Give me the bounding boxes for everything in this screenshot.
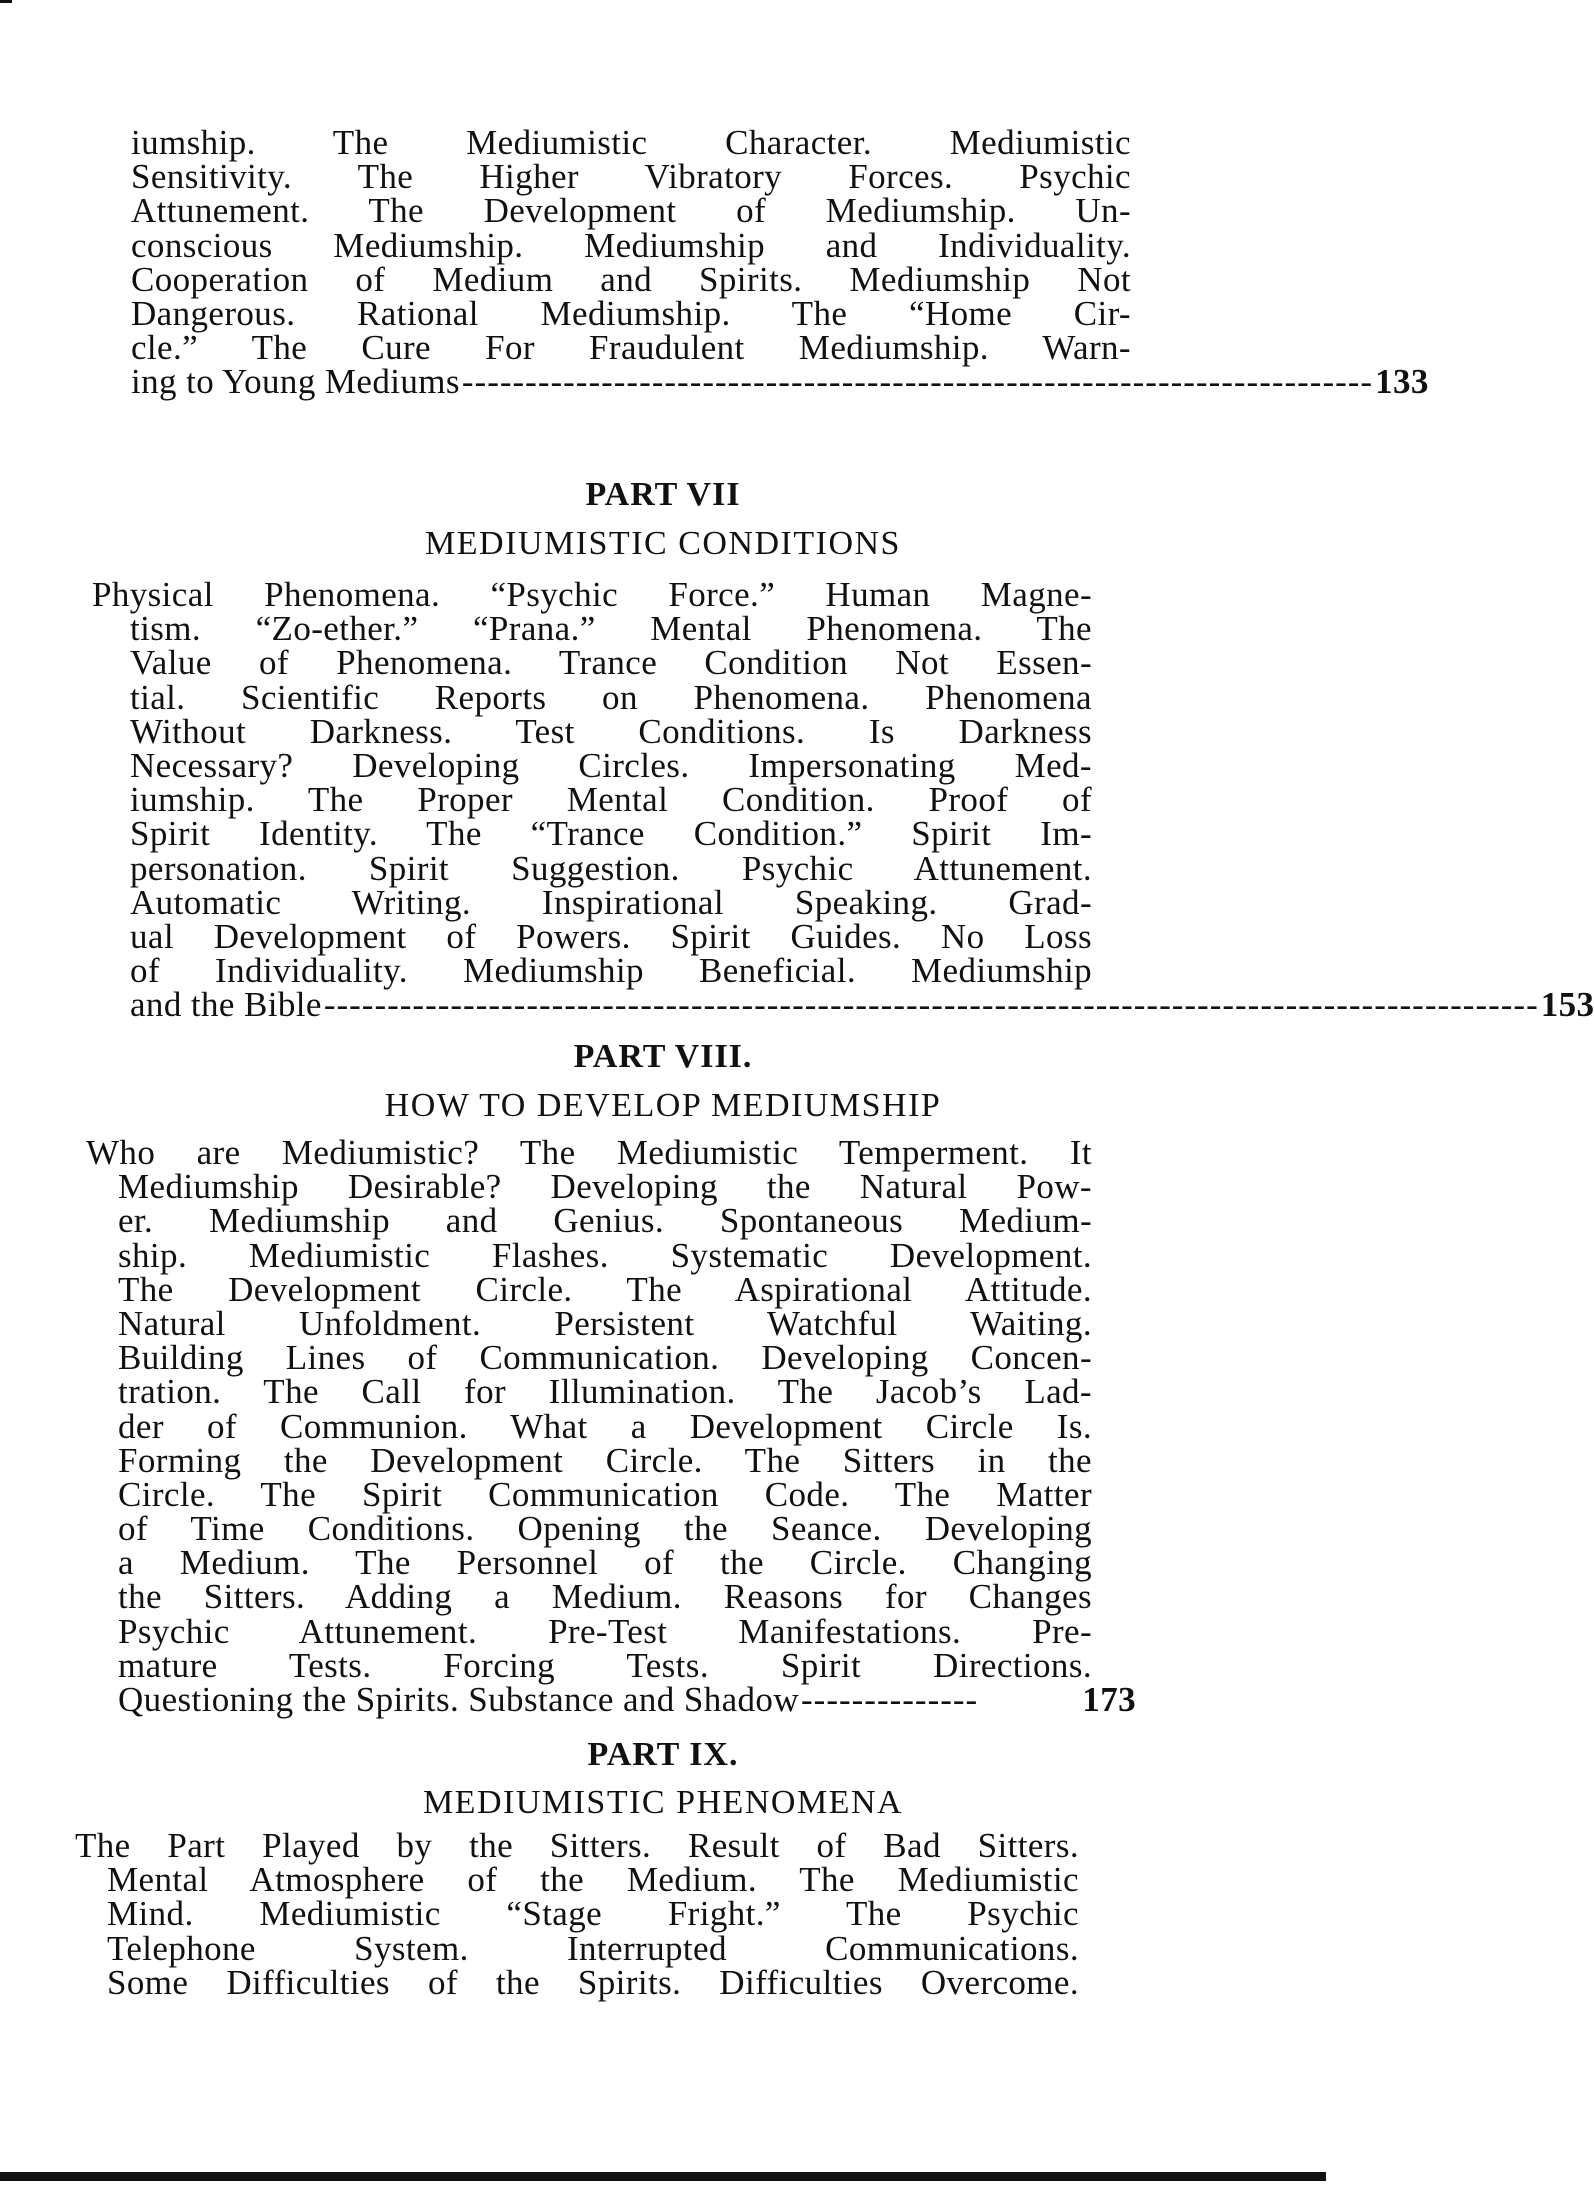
corner-mark [0,0,12,3]
part-label: PART VIII. [573,1038,753,1075]
part-label: PART IX. [587,1736,739,1773]
part-title: HOW TO DEVELOP MEDIUMSHIP [384,1087,942,1124]
toc-entry-line: Mind. Mediumistic “Stage Fright.” The Psychic [107,1894,1079,1934]
toc-entry-line: iumship. The Proper Mental Condition. Proof of [130,780,1092,820]
toc-entry-line: Mental Atmosphere of the Medium. The Mediumistic [107,1860,1079,1900]
toc-entry-line: cle.” The Cure For Fraudulent Mediumship. Warn- [131,328,1131,368]
toc-entry-line: Spirit Identity. The “Trance Condition.” Spirit Im- [130,814,1092,854]
dot-leader: -------------- [801,1680,979,1719]
toc-entry-leader-line [130,985,1594,1025]
toc-entry-part9 [75,1826,1079,2002]
toc-entry-line: of Individuality. Mediumship Beneficial. Mediumship [130,951,1092,991]
toc-entry-last-line: Questioning the Spirits. Substance and Shadow [118,1680,800,1719]
toc-entry-line: Building Lines of Communication. Developing Concen- [118,1338,1092,1378]
toc-entry-line: Psychic Attunement. Pre-Test Manifestations. Pre- [118,1611,1092,1651]
toc-entry-line: The Part Played by the Sitters. Result of Bad Sitters. [75,1826,1079,1865]
toc-entry-line: Attunement. The Development of Mediumship. Un- [131,191,1131,231]
toc-entry-line: Dangerous. Rational Mediumship. The “Home Cir- [131,293,1131,333]
toc-entry-part6-continuation [131,123,1429,402]
toc-entry-line: The Development Circle. The Aspirational Attitude. [118,1269,1092,1309]
part-label: PART VII [585,476,741,513]
toc-entry-line: Mediumship Desirable? Developing the Natural Pow- [118,1167,1092,1207]
toc-entry-leader-line [131,362,1429,402]
toc-entry-line: Without Darkness. Test Conditions. Is Darkness [130,711,1092,751]
toc-entry-line: mature Tests. Forcing Tests. Spirit Directions. [118,1645,1092,1685]
toc-entry-line: tial. Scientific Reports on Phenomena. Phenomena [130,677,1092,717]
toc-entry-line: Value of Phenomena. Trance Condition Not Essen- [130,643,1092,683]
toc-entry-line: der of Communion. What a Development Circle Is. [118,1406,1092,1446]
toc-entry-line: a Medium. The Personnel of the Circle. Changing [118,1543,1092,1583]
toc-entry-line: tism. “Zo-ether.” “Prana.” Mental Phenomena. The [130,609,1092,649]
toc-entry-part7 [92,575,1594,1025]
toc-entry-last-line: ing to Young Mediums [131,362,460,402]
toc-entry-leader-line [118,1680,1136,1719]
toc-entry-line: ship. Mediumistic Flashes. Systematic Development. [118,1235,1092,1275]
toc-entry-part8 [86,1133,1136,1719]
toc-entry-line: er. Mediumship and Genius. Spontaneous Medium- [118,1201,1092,1241]
toc-entry-line: of Time Conditions. Opening the Seance. Developing [118,1509,1092,1549]
dot-leader: ------------------------------------------------------------------------------------------------ [323,985,1539,1025]
toc-entry-line: Physical Phenomena. “Psychic Force.” Human Magne- [92,575,1092,614]
page-number: 173 [1082,1680,1136,1719]
toc-entry-line: Forming the Development Circle. The Sitters in the [118,1440,1092,1480]
toc-entry-line: ual Development of Powers. Spirit Guides. No Loss [130,916,1092,956]
toc-entry-line: Who are Mediumistic? The Mediumistic Temperment. It [86,1133,1092,1172]
toc-entry-line: conscious Mediumship. Mediumship and Individuality. [131,225,1131,265]
toc-entry-line: Sensitivity. The Higher Vibratory Forces. Psychic [131,157,1131,197]
toc-entry-line: Necessary? Developing Circles. Impersonating Med- [130,745,1092,785]
toc-entry-line: tration. The Call for Illumination. The Jacob’s Lad- [118,1372,1092,1412]
toc-entry-line: personation. Spirit Suggestion. Psychic Attunement. [130,848,1092,888]
page-number: 133 [1375,362,1429,402]
toc-entry-line: iumship. The Mediumistic Character. Mediumistic [131,123,1131,162]
part-title: MEDIUMISTIC CONDITIONS [425,525,901,562]
page-number: 153 [1540,985,1594,1025]
dot-leader: ------------------------------------------------------------------------ [461,362,1374,402]
toc-entry-line: the Sitters. Adding a Medium. Reasons for Changes [118,1577,1092,1617]
toc-entry-line: Telephone System. Interrupted Communications. [107,1928,1079,1968]
toc-entry-last-line: and the Bible [130,985,322,1025]
toc-entry-line: Cooperation of Medium and Spirits. Mediumship Not [131,259,1131,299]
toc-entry-line: Circle. The Spirit Communication Code. The Matter [118,1474,1092,1514]
part-title: MEDIUMISTIC PHENOMENA [422,1784,904,1821]
bottom-rule [0,2172,1326,2181]
toc-entry-line: Natural Unfoldment. Persistent Watchful Waiting. [118,1303,1092,1343]
toc-entry-line: Some Difficulties of the Spirits. Difficulties Overcome. [107,1962,1079,2002]
toc-entry-line: Automatic Writing. Inspirational Speaking. Grad- [130,882,1092,922]
